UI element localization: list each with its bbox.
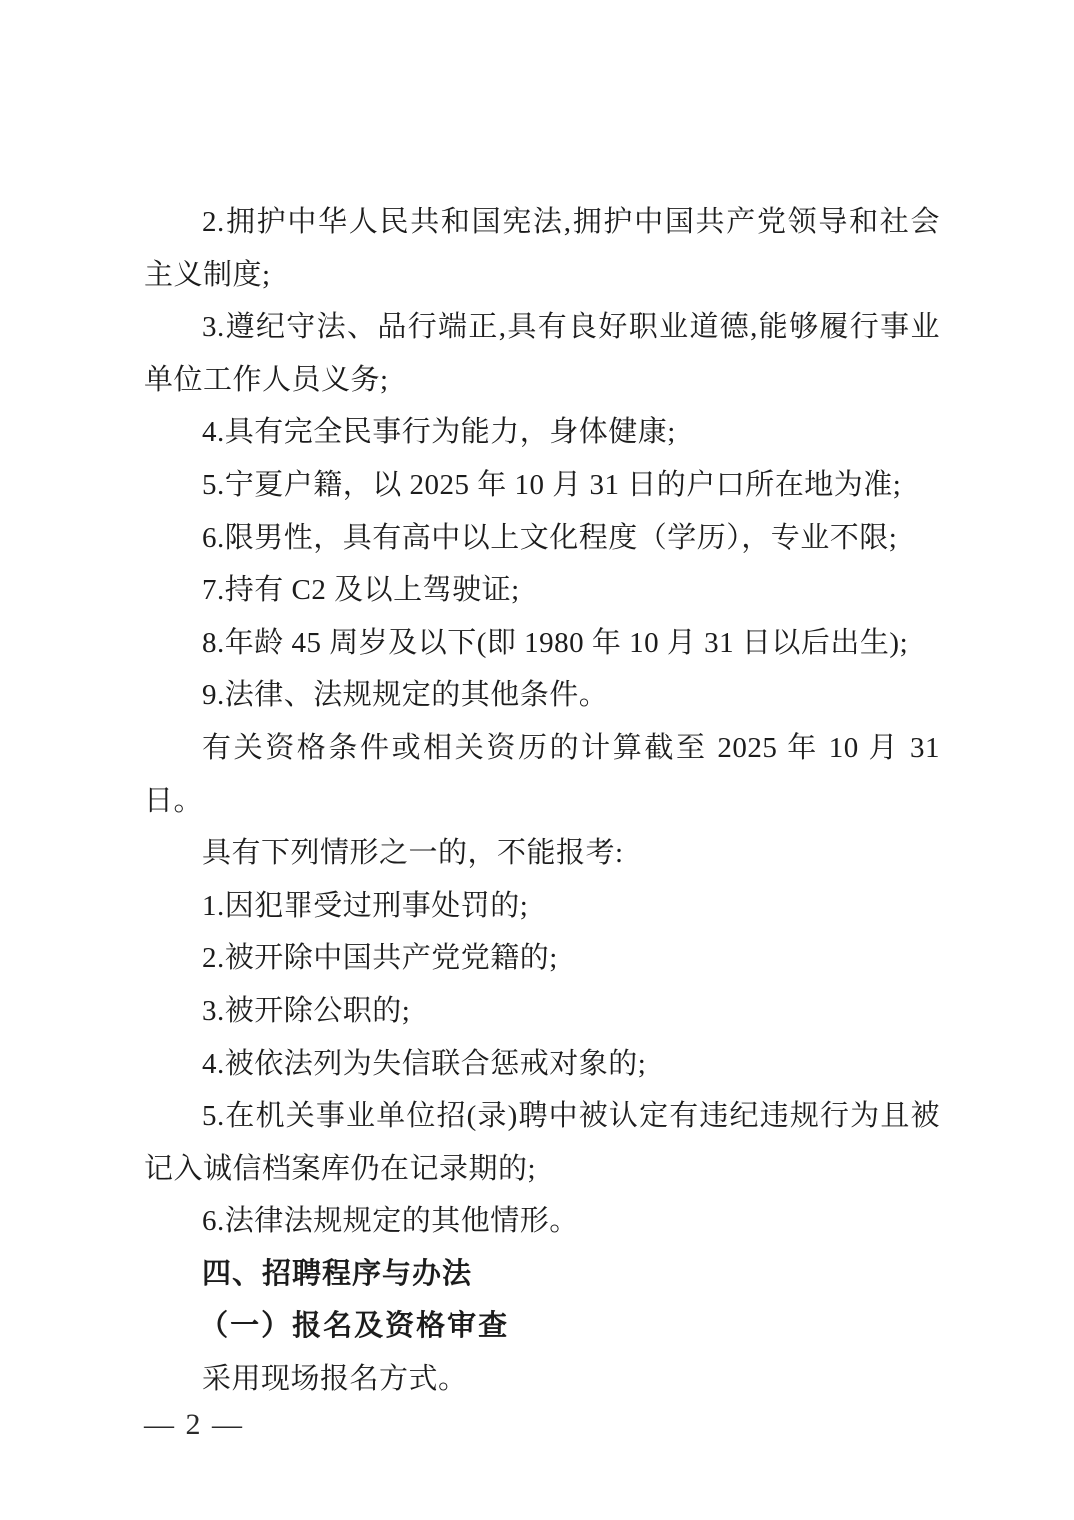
paragraph-exclusion-1: 1.因犯罪受过刑事处罚的; xyxy=(202,889,529,922)
paragraph-exclusion-2: 2.被开除中国共产党党籍的; xyxy=(202,942,558,975)
document-body xyxy=(144,196,940,1406)
paragraph-condition-4: 4.具有完全民事行为能力，身体健康; xyxy=(202,416,676,449)
paragraph-exclusion-4: 4.被依法列为失信联合惩戒对象的; xyxy=(202,1047,647,1080)
paragraph-registration-method: 采用现场报名方式。 xyxy=(202,1363,468,1396)
paragraph-condition-9: 9.法律、法规规定的其他条件。 xyxy=(202,679,609,712)
subsection-heading-registration: （一）报名及资格审查 xyxy=(199,1310,510,1343)
paragraph-exclusion-6: 6.法律法规规定的其他情形。 xyxy=(202,1205,579,1238)
section-heading-recruitment-procedure: 四、招聘程序与办法 xyxy=(202,1257,473,1290)
paragraph-deadline-note: 有关资格条件或相关资历的计算截至 2025 年 10 月 31 日。 xyxy=(144,731,940,817)
paragraph-exclusion-5: 5.在机关事业单位招(录)聘中被认定有违纪违规行为且被记入诚信档案库仍在记录期的; xyxy=(144,1100,940,1185)
paragraph-exclusion-intro: 具有下列情形之一的，不能报考: xyxy=(202,837,624,870)
paragraph-condition-7: 7.持有 C2 及以上驾驶证; xyxy=(202,574,520,607)
page-number: — 2 — xyxy=(144,1408,244,1441)
paragraph-exclusion-3: 3.被开除公职的; xyxy=(202,994,411,1027)
paragraph-condition-5: 5.宁夏户籍，以 2025 年 10 月 31 日的户口所在地为准; xyxy=(202,468,902,501)
paragraph-condition-3: 3.遵纪守法、品行端正,具有良好职业道德,能够履行事业单位工作人员义务; xyxy=(144,311,940,396)
paragraph-condition-2: 2.拥护中华人民共和国宪法,拥护中国共产党领导和社会主义制度; xyxy=(144,206,940,291)
paragraph-condition-6: 6.限男性，具有高中以上文化程度（学历），专业不限; xyxy=(202,521,898,554)
paragraph-condition-8: 8.年龄 45 周岁及以下(即 1980 年 10 月 31 日以后出生); xyxy=(202,626,909,659)
